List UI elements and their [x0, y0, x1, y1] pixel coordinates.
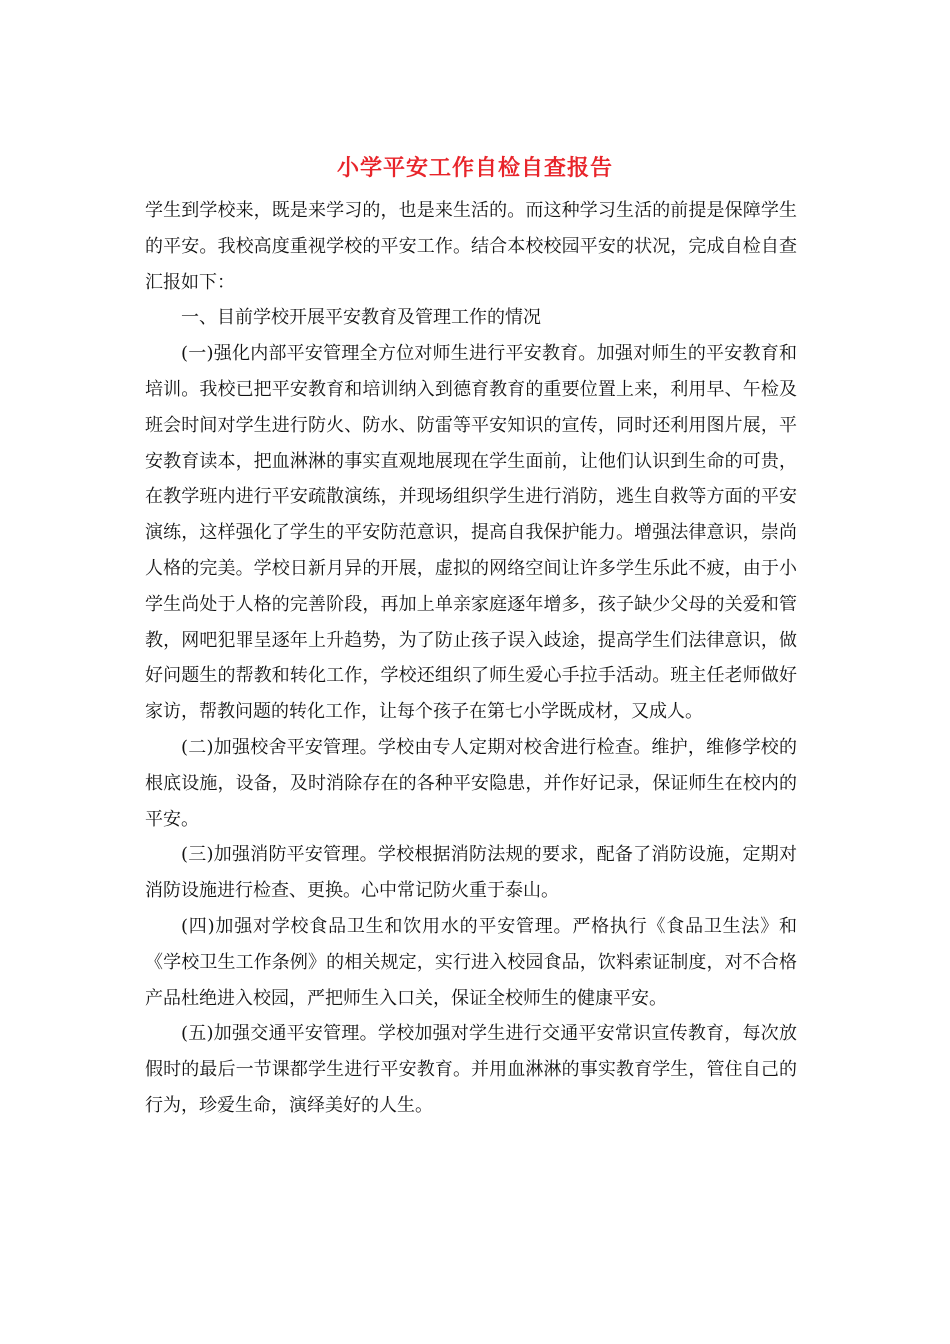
- intro-paragraph: 学生到学校来，既是来学习的，也是来生活的。而这种学习生活的前提是保障学生的平安。我校高度重视学校的平安工作。结合本校校园平安的状况，完成自检自查汇报如下：: [145, 200, 797, 293]
- paragraph-food-safety: (四)加强对学校食品卫生和饮用水的平安管理。严格执行《食品卫生法》和《学校卫生工作条例》的相关规定，实行进入校园食品，饮料索证制度，对不合格产品杜绝进入校园，严把师生入口关，保证全校师生的健康平安。: [145, 915, 797, 1009]
- paragraph-internal-safety: (一)强化内部平安管理全方位对师生进行平安教育。加强对师生的平安教育和培训。我校已把平安教育和培训纳入到德育教育的重要位置上来，利用早、午检及班会时间对学生进行防火、防水、防雷等平安知识的宣传，同时还利用图片展，平安教育读本，把血淋淋的事实直观地展现在学生面前，让他们认识到生命的可贵，在教学班内进行平安疏散演练，并现场组织学生进行消防，逃生自救等方面的平安演练，这样强化了学生的平安防范意识，提高自我保护能力。增强法律意识，崇尚人格的完美。学校日新月异的开展，虚拟的网络空间让许多学生乐此不疲，由于小学生尚处于人格的完善阶段，再加上单亲家庭逐年增多，孩子缺少父母的关爱和管教，网吧犯罪呈逐年上升趋势，为了防止孩子误入歧途，提高学生们法律意识，做好问题生的帮教和转化工作，学校还组织了师生爱心手拉手活动。班主任老师做好家访，帮教问题的转化工作，让每个孩子在第七小学既成材，又成人。: [145, 343, 797, 723]
- section-heading: 一、目前学校开展平安教育及管理工作的情况: [181, 307, 541, 329]
- paragraph-building-safety: (二)加强校舍平安管理。学校由专人定期对校舍进行检查。维护，维修学校的根底设施，设备，及时消除存在的各种平安隐患，并作好记录，保证师生在校内的平安。: [145, 736, 797, 830]
- document-title: 小学平安工作自检自查报告: [336, 155, 613, 181]
- document-body: [145, 193, 797, 1124]
- paragraph-traffic-safety: (五)加强交通平安管理。学校加强对学生进行交通平安常识宣传教育，每次放假时的最后一节课都学生进行平安教育。并用血淋淋的事实教育学生，管住自己的行为，珍爱生命，演绎美好的人生。: [145, 1023, 797, 1116]
- paragraph-fire-safety: (三)加强消防平安管理。学校根据消防法规的要求，配备了消防设施，定期对消防设施进行检查、更换。心中常记防火重于泰山。: [145, 844, 797, 902]
